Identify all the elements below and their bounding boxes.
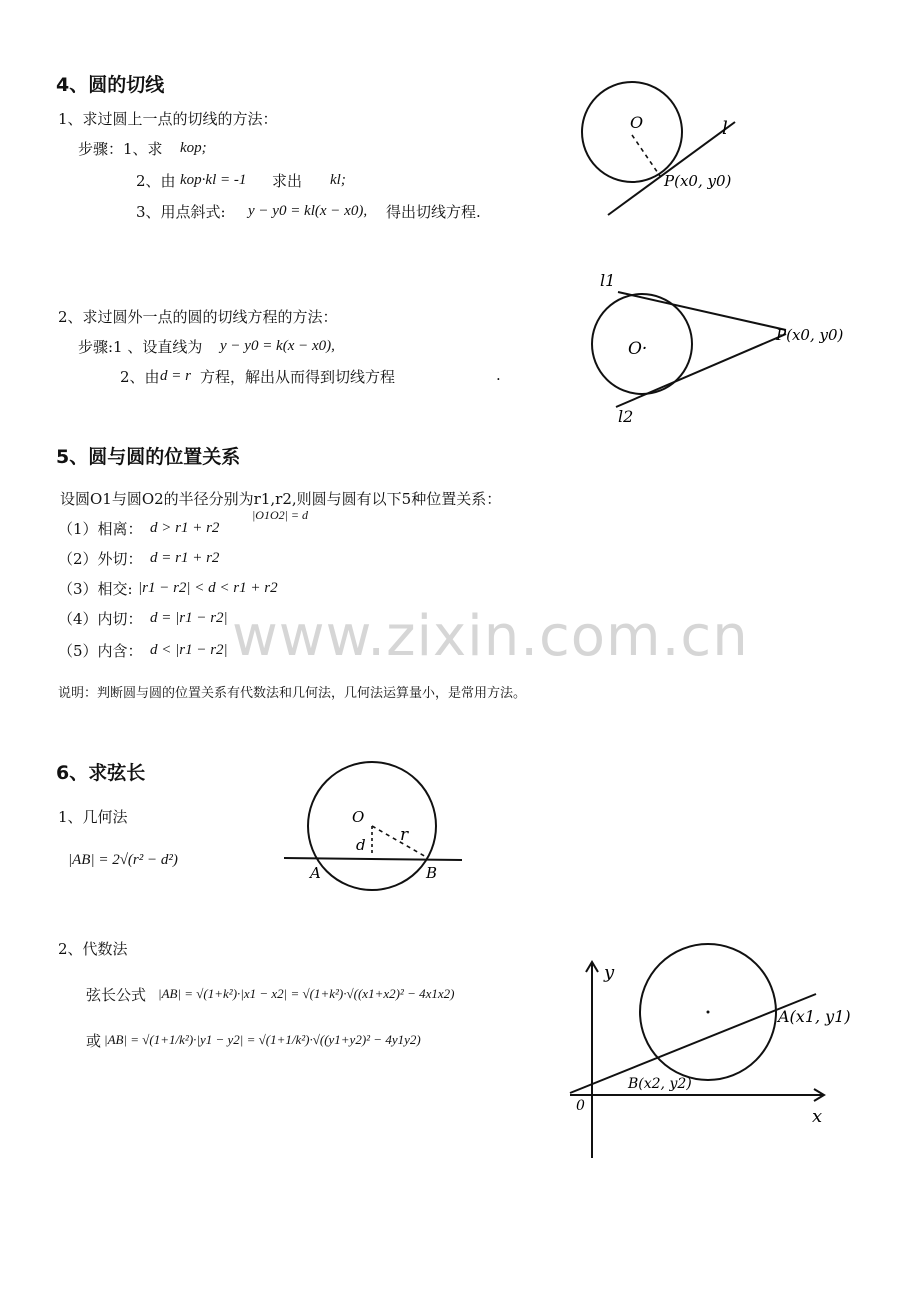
relation-3-label: （3）相交: xyxy=(58,580,133,598)
fig1-center-label: O xyxy=(630,113,644,132)
s4-step1-math: kop; xyxy=(180,140,207,156)
s5-note: 说明：判断圆与圆的位置关系有代数法和几何法，几何法运算量小，是常用方法。 xyxy=(58,686,527,701)
fig4-y-label: y xyxy=(604,962,615,983)
s4-m2-step2-tail: 方程，解出从而得到切线方程 xyxy=(200,368,396,386)
s6-line2-math: |AB| = √(1+1/k²)·|y1 − y2| = √(1+1/k²)·√((y1+y2)² − 4y1y2) xyxy=(104,1032,421,1047)
s5-intro-math: |O1O2| = d xyxy=(252,508,309,522)
s4-method2-title: 2、求过圆外一点的圆的切线方程的方法： xyxy=(58,308,338,326)
relation-2-math: d = r1 + r2 xyxy=(150,550,220,566)
relation-5-label: （5）内含： xyxy=(58,642,143,660)
s4-step2-tail: 求出 xyxy=(272,172,303,190)
s6-line1-label: 弦长公式 xyxy=(86,986,147,1004)
section-4-heading: 4、圆的切线 xyxy=(56,74,165,96)
relation-3-math: |r1 − r2| < d < r1 + r2 xyxy=(138,580,278,596)
relation-4-label: （4）内切： xyxy=(58,610,143,628)
fig3-d-label: d xyxy=(356,836,366,854)
s4-step2-math2: kl; xyxy=(330,172,346,188)
tangents-from-external-point-figure xyxy=(590,262,870,437)
s4-step-label: 步骤：1、求 xyxy=(78,140,163,158)
s4-m2-step1-math: y − y0 = k(x − x0), xyxy=(220,338,335,354)
section-6-heading: 6、求弦长 xyxy=(56,762,146,784)
section-5-heading: 5、圆与圆的位置关系 xyxy=(56,446,241,468)
s6-line1-math: |AB| = √(1+k²)·|x1 − x2| = √(1+k²)·√((x1+x2)² − 4x1x2) xyxy=(158,986,455,1001)
s6-line2-label: 或 xyxy=(86,1032,102,1050)
s4-m2-step2-math: d = r xyxy=(160,368,191,384)
fig3-B-label: B xyxy=(426,864,438,882)
fig2-center-label: O· xyxy=(628,339,648,359)
s4-step3-text: 3、用点斜式: xyxy=(136,203,226,221)
fig1-line-label: l xyxy=(722,118,728,139)
s6-method2-title: 2、代数法 xyxy=(58,940,128,958)
s4-m2-step2-text: 2、由 xyxy=(120,368,160,386)
chord-length-algebraic-figure xyxy=(566,940,886,1160)
s4-m2-step2-end: . xyxy=(496,366,501,384)
fig4-B-label: B(x2, y2) xyxy=(628,1076,692,1092)
fig4-x-label: x xyxy=(812,1106,823,1127)
relation-1-math: d > r1 + r2 xyxy=(150,520,220,536)
fig3-r-label: r xyxy=(400,825,409,845)
watermark: www.zixin.com.cn xyxy=(232,604,749,669)
s4-step3-math: y − y0 = kl(x − x0), xyxy=(248,203,368,219)
s4-step2-text: 2、由 xyxy=(136,172,176,190)
s4-m2-step1-text: 步骤:1 、设直线为 xyxy=(78,338,203,356)
fig4-origin-label: 0 xyxy=(576,1098,585,1114)
relation-1-label: （1）相离： xyxy=(58,520,143,538)
fig2-line1-label: l1 xyxy=(600,271,616,290)
fig2-point-label: P(x0, y0) xyxy=(776,326,844,344)
fig2-line2-label: l2 xyxy=(618,407,634,426)
chord-length-geometric-figure xyxy=(282,760,472,890)
s4-step3-tail: 得出切线方程. xyxy=(386,203,481,221)
relation-4-math: d = |r1 − r2| xyxy=(150,610,228,626)
s6-method1-title: 1、几何法 xyxy=(58,808,128,826)
fig1-point-label: P(x0, y0) xyxy=(664,172,732,190)
relation-5-math: d < |r1 − r2| xyxy=(150,642,228,658)
s6-geometric-formula: |AB| = 2√(r² − d²) xyxy=(68,852,178,868)
s5-intro: 设圆O1与圆O2的半径分别为r1,r2,则圆与圆有以下5种位置关系： xyxy=(60,490,502,508)
fig3-center-label: O xyxy=(352,808,365,826)
s4-step2-math: kop·kl = -1 xyxy=(180,172,247,188)
tangent-at-point-figure xyxy=(560,70,760,230)
fig4-A-label: A(x1, y1) xyxy=(778,1007,851,1026)
s4-method1-title: 1、求过圆上一点的切线的方法： xyxy=(58,110,278,128)
relation-2-label: （2）外切： xyxy=(58,550,143,568)
fig3-A-label: A xyxy=(310,864,321,882)
